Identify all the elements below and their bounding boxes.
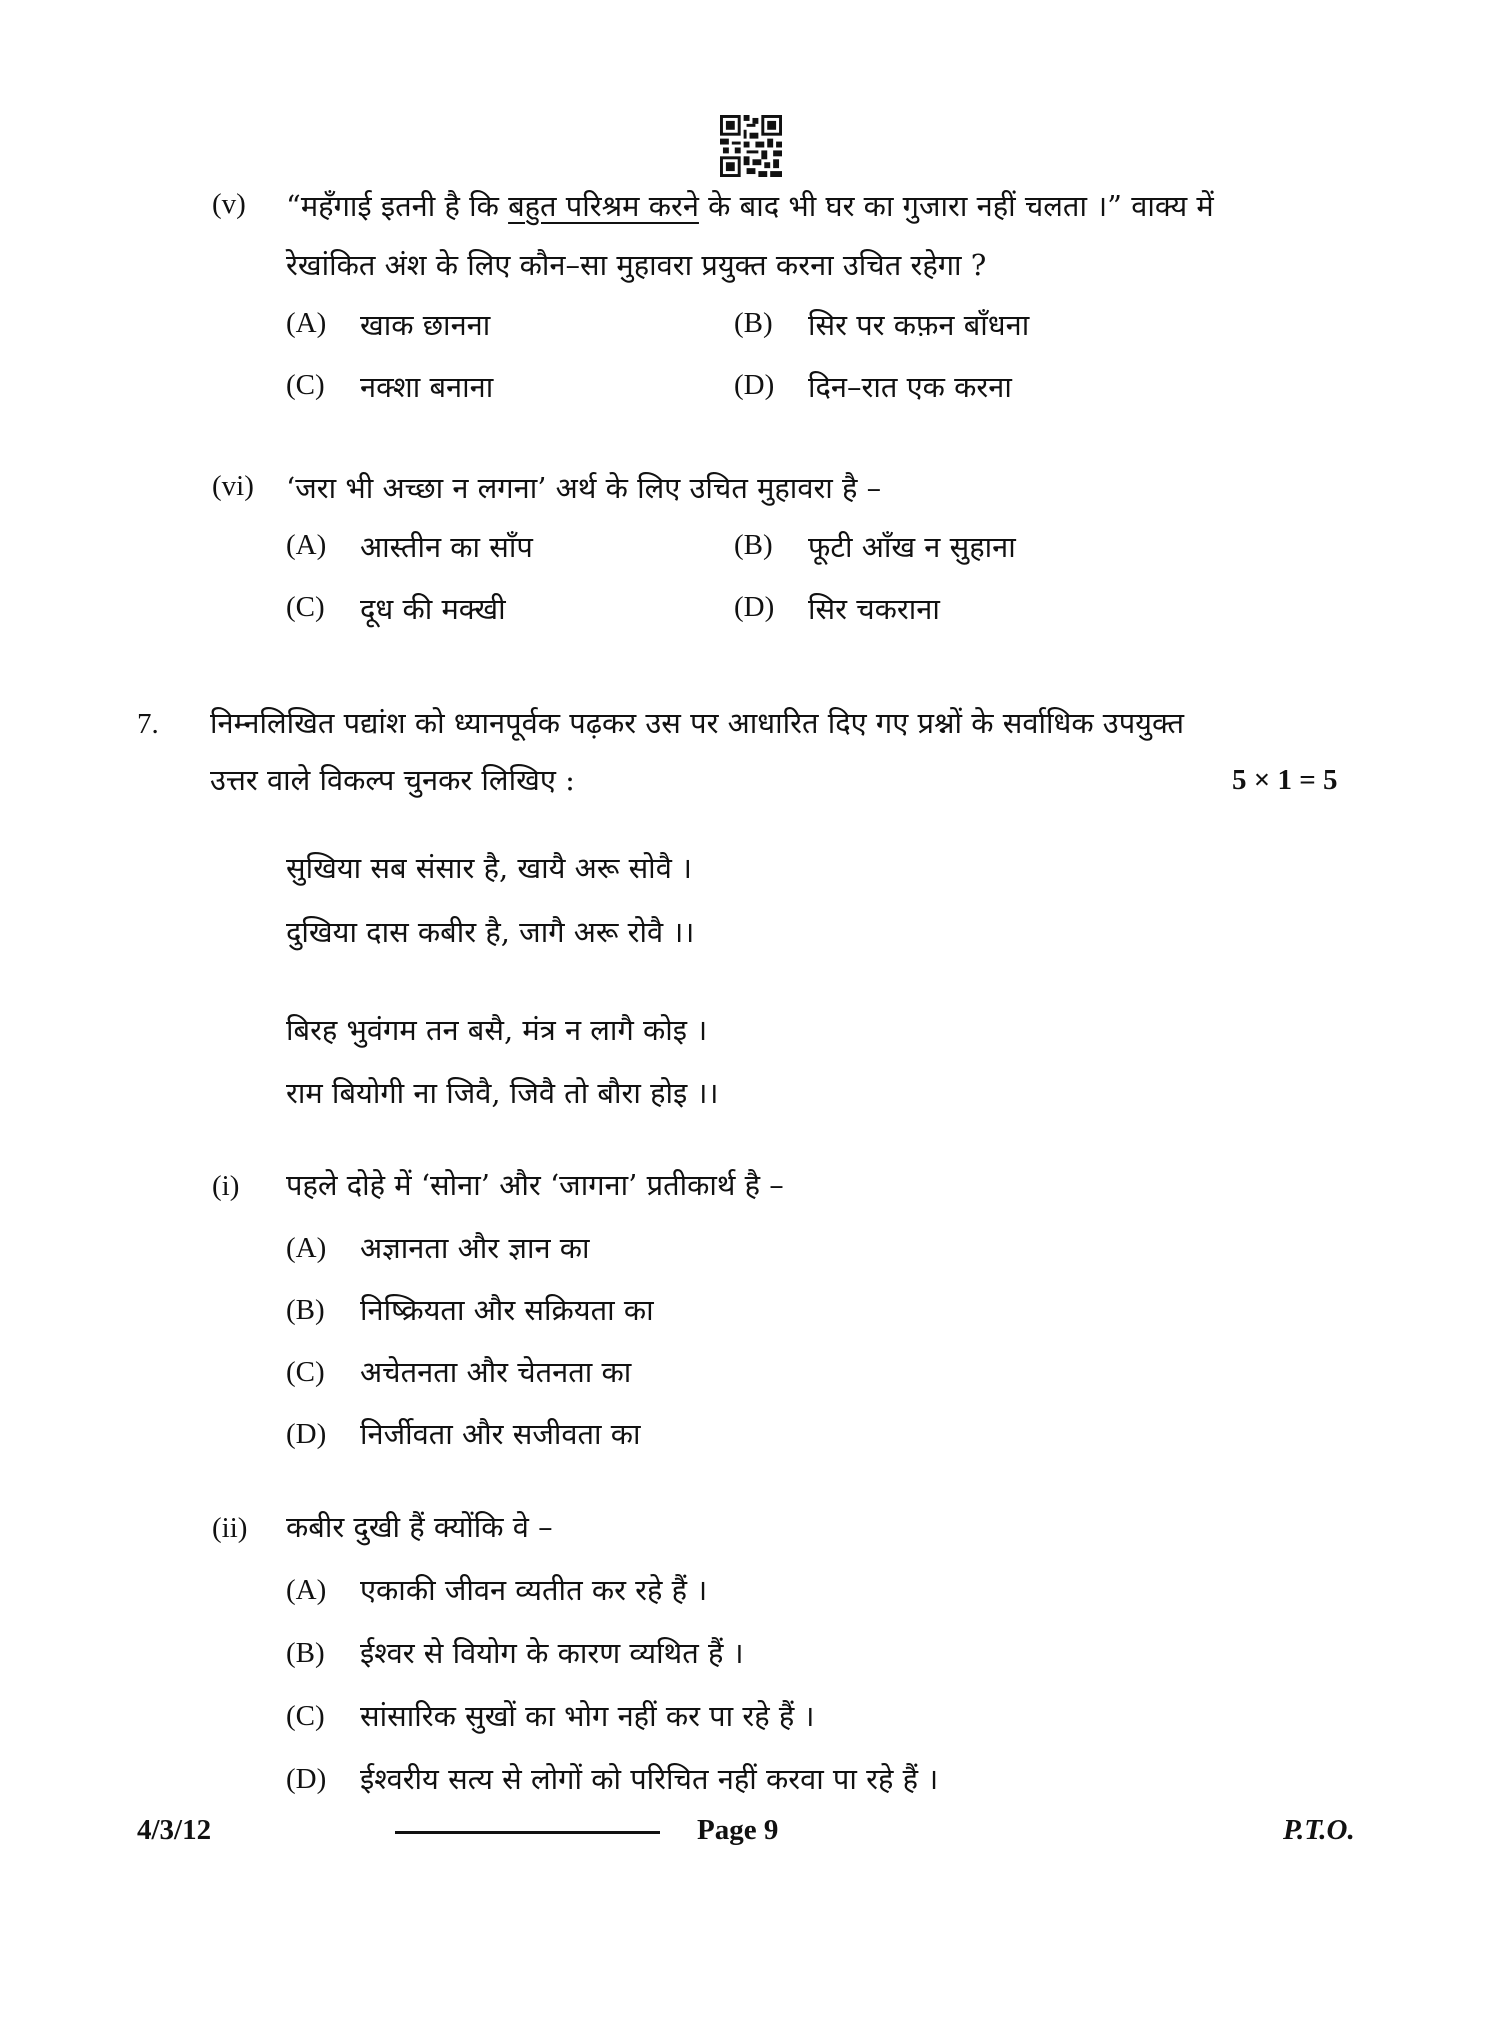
option-letter: (A) — [286, 307, 327, 339]
option-letter: (B) — [286, 1637, 325, 1669]
option-letter: (A) — [286, 529, 327, 561]
option-letter: (B) — [286, 1294, 325, 1326]
poem-line: बिरह भुवंगम तन बसै, मंत्र न लागै कोइ । — [286, 1013, 708, 1047]
poem-line: राम बियोगी ना जिवै, जिवै तो बौरा होइ ।। — [286, 1076, 719, 1110]
qr-code-icon — [720, 115, 782, 177]
option-letter: (D) — [734, 591, 775, 623]
paper-code: 4/3/12 — [137, 1814, 212, 1846]
option-text: आस्तीन का साँप — [360, 530, 533, 564]
poem-line: दुखिया दास कबीर है, जागै अरू रोवै ।। — [286, 915, 695, 949]
option-text: ईश्वरीय सत्य से लोगों को परिचित नहीं करवा पा रहे हैं । — [360, 1762, 939, 1796]
question-number: (v) — [212, 188, 246, 220]
option-letter: (C) — [286, 1700, 325, 1732]
question-number: (ii) — [212, 1512, 248, 1544]
question-number: 7. — [137, 708, 159, 740]
option-letter: (A) — [286, 1574, 327, 1606]
option-text: खाक छानना — [360, 308, 491, 342]
option-letter: (C) — [286, 591, 325, 623]
option-letter: (C) — [286, 1356, 325, 1388]
option-text: फूटी आँख न सुहाना — [808, 530, 1016, 564]
option-letter: (B) — [734, 307, 773, 339]
footer-divider — [395, 1831, 660, 1834]
option-text: दूध की मक्खी — [360, 592, 506, 626]
marks-label: 5 × 1 = 5 — [1232, 764, 1338, 796]
option-text: ईश्वर से वियोग के कारण व्यथित हैं । — [360, 1636, 744, 1670]
option-text: निष्क्रियता और सक्रियता का — [360, 1293, 654, 1327]
option-text: सिर पर कफ़न बाँधना — [808, 308, 1030, 342]
pto-label: P.T.O. — [1283, 1814, 1355, 1846]
option-text: सिर चकराना — [808, 592, 940, 626]
option-text: दिन–रात एक करना — [808, 370, 1012, 404]
option-text: सांसारिक सुखों का भोग नहीं कर पा रहे हैं । — [360, 1699, 815, 1733]
option-letter: (B) — [734, 529, 773, 561]
page-number: Page 9 — [697, 1814, 779, 1846]
option-text: एकाकी जीवन व्यतीत कर रहे हैं । — [360, 1573, 708, 1607]
question-text: पहले दोहे में ‘सोना’ और ‘जागना’ प्रतीकार्थ है – — [286, 1168, 784, 1202]
option-text: अचेतनता और चेतनता का — [360, 1355, 632, 1389]
question-text: निम्नलिखित पद्यांश को ध्यानपूर्वक पढ़कर उस पर आधारित दिए गए प्रश्नों के सर्वाधिक उपयुक्त — [210, 706, 1185, 740]
question-text: ‘जरा भी अच्छा न लगना’ अर्थ के लिए उचित मुहावरा है – — [286, 471, 882, 505]
option-text: निर्जीवता और सजीवता का — [360, 1417, 641, 1451]
underlined-phrase: बहुत परिश्रम करने — [508, 189, 699, 223]
question-text: कबीर दुखी हैं क्योंकि वे – — [286, 1510, 553, 1544]
option-letter: (D) — [286, 1418, 327, 1450]
question-text — [286, 186, 1214, 225]
question-text-line: उत्तर वाले विकल्प चुनकर लिखिए : — [210, 763, 575, 797]
question-number: (vi) — [212, 470, 254, 502]
option-letter: (D) — [286, 1763, 327, 1795]
option-letter: (A) — [286, 1232, 327, 1264]
question-text-part: के बाद भी घर का गुजारा नहीं चलता ।” वाक्य में — [698, 189, 1214, 223]
question-text-part: “महँगाई इतनी है कि — [286, 189, 509, 223]
option-letter: (D) — [734, 369, 775, 401]
option-letter: (C) — [286, 369, 325, 401]
option-text: अज्ञानता और ज्ञान का — [360, 1231, 590, 1265]
question-text-line: रेखांकित अंश के लिए कौन–सा मुहावरा प्रयुक्त करना उचित रहेगा ? — [286, 248, 987, 282]
question-number: (i) — [212, 1170, 240, 1202]
option-text: नक्शा बनाना — [360, 370, 494, 404]
poem-line: सुखिया सब संसार है, खायै अरू सोवै । — [286, 851, 693, 885]
